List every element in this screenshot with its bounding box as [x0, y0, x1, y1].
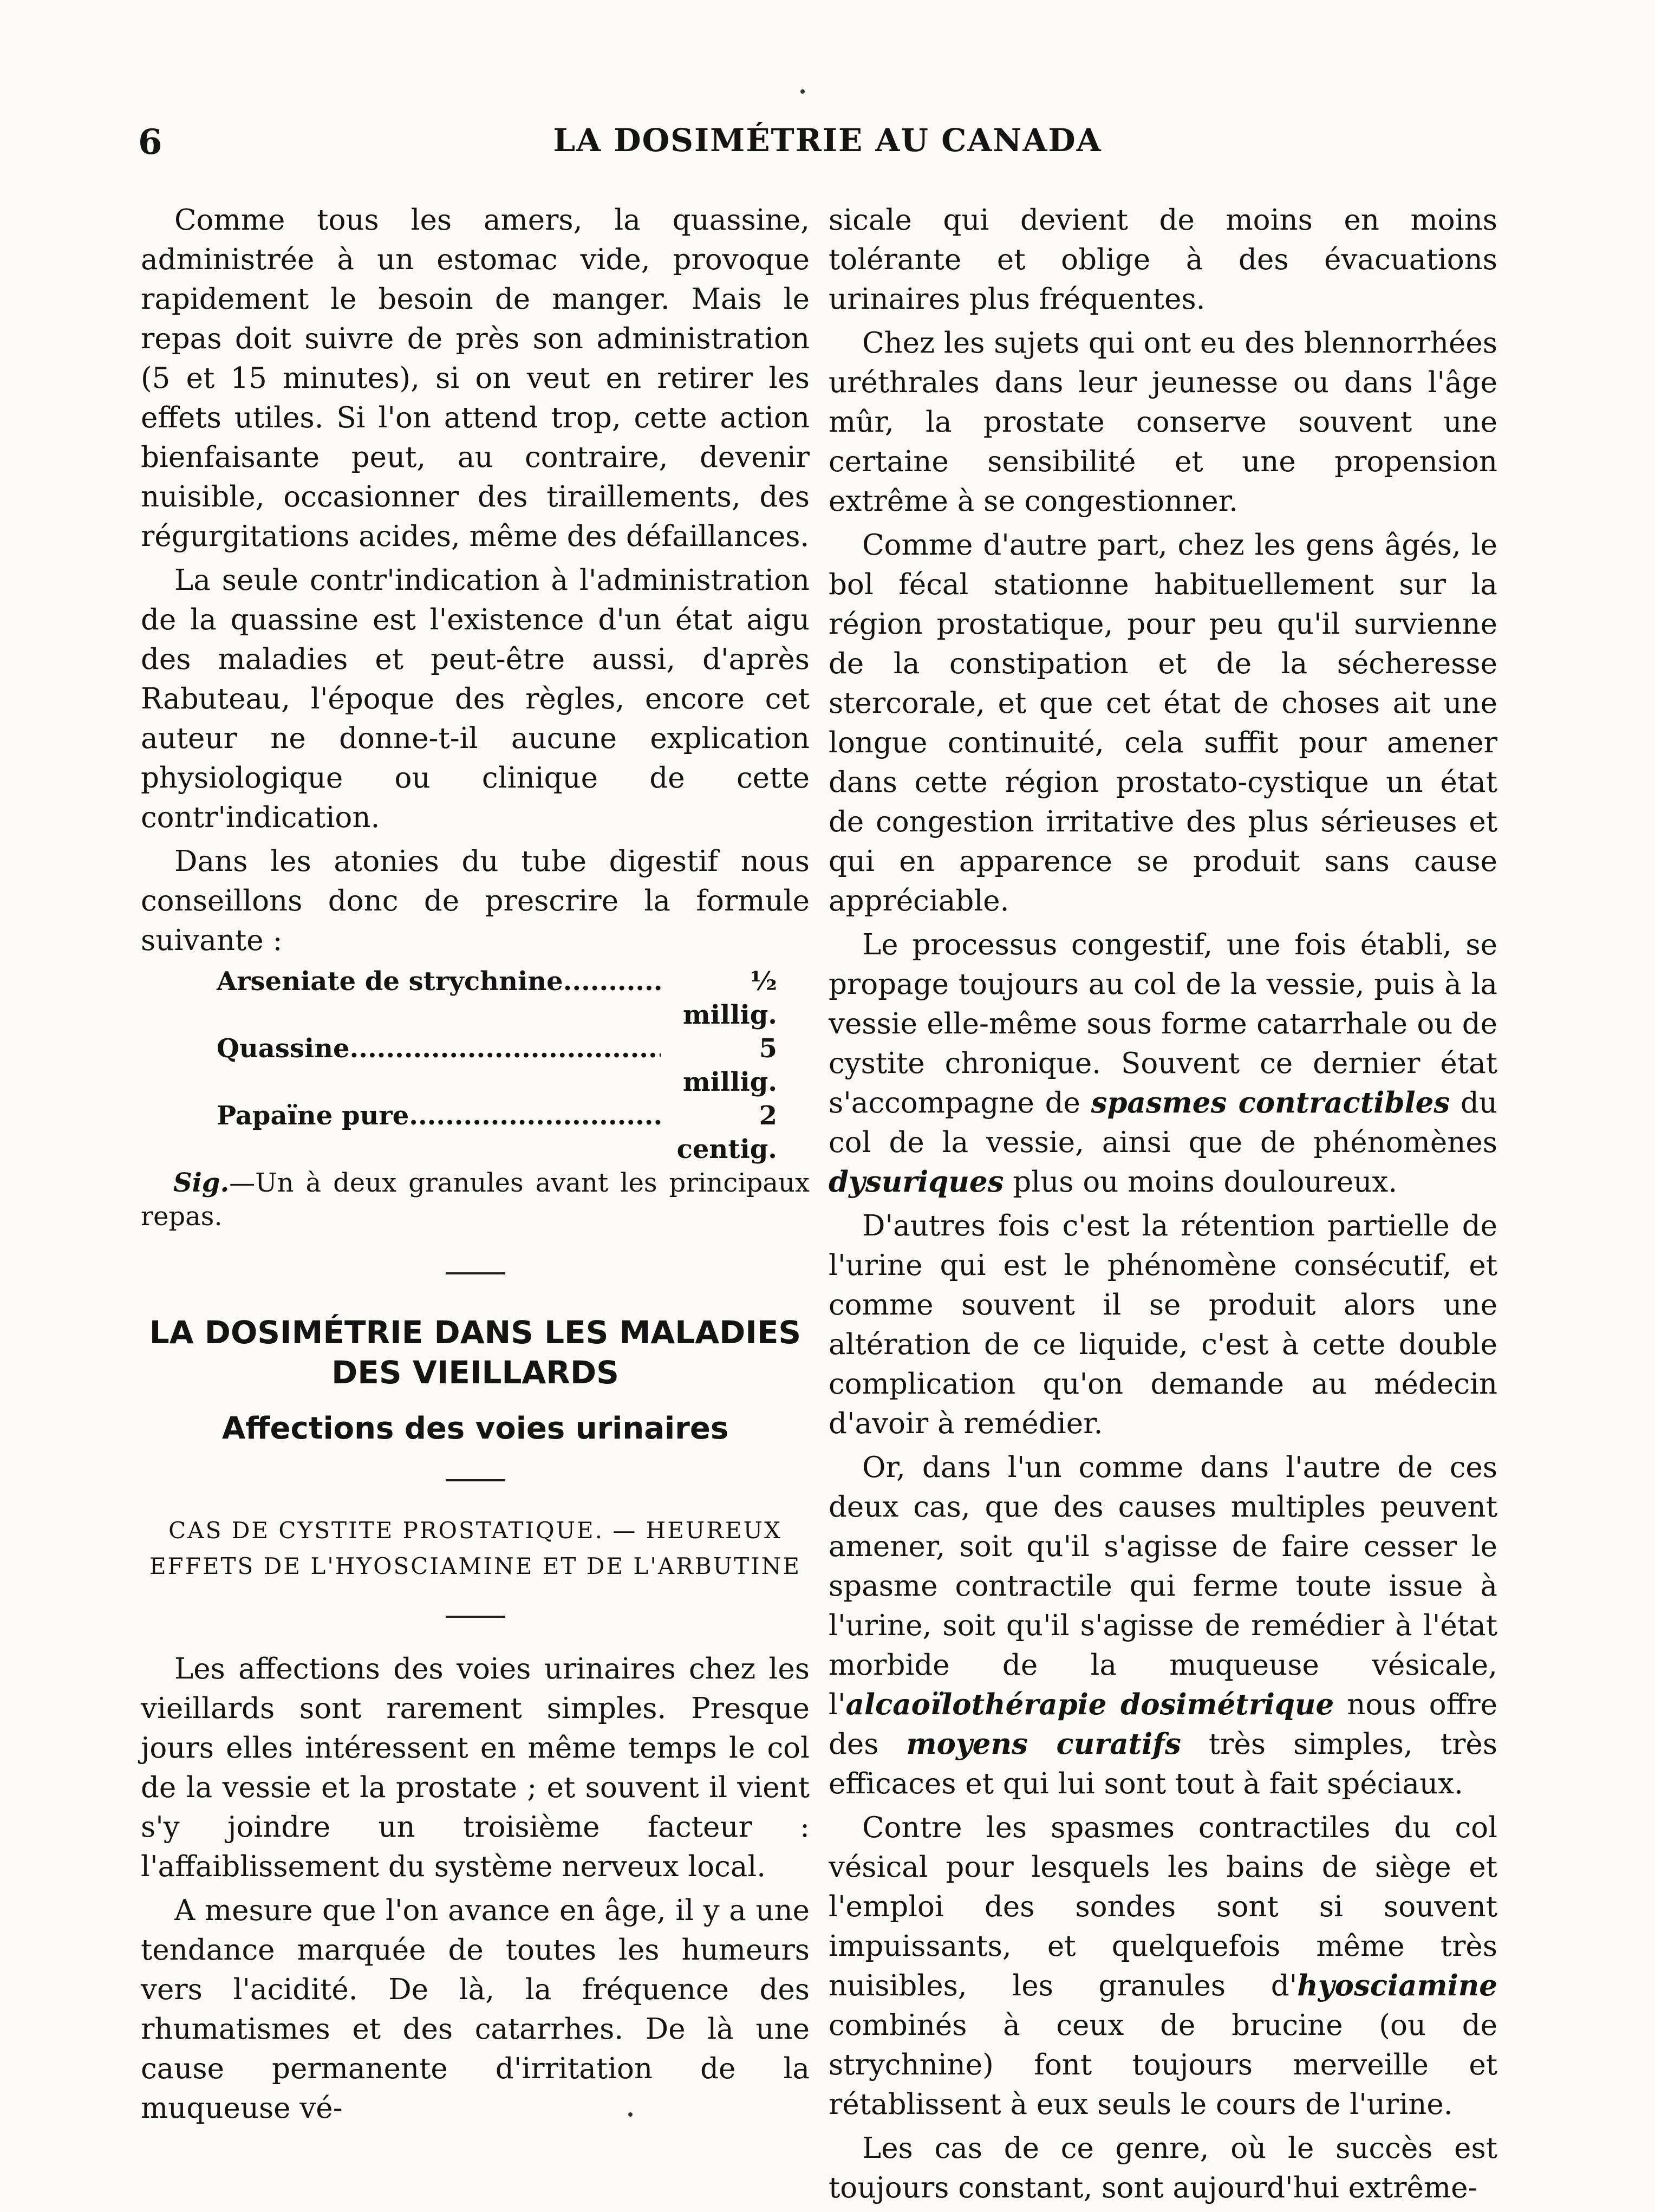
text-run: du col de la vessie, ainsi que de phénomènes: [829, 1087, 1497, 1159]
text-run: nous offre des: [829, 1688, 1498, 1761]
paragraph: La seule contr'indication à l'administration de la quassine est l'existence d'un état aigu des maladies et peut-être aussi, d'après Rabuteau, l'époque des règles, encore cet auteur ne donne-t-il aucune explication physiologique ou clinique de cette contr'indication.: [141, 564, 810, 834]
italic-term: hyosciamine: [1297, 1969, 1497, 2002]
case-title: CAS DE CYSTITE PROSTATIQUE. — HEUREUX EFFETS DE L'HYOSCIAMINE ET DE L'ARBUTINE: [149, 1517, 802, 1579]
section-rule: [446, 1616, 505, 1618]
italic-term: spasmes contractibles: [1091, 1086, 1450, 1120]
paragraph: Chez les sujets qui ont eu des blennorrhées uréthrales dans leur jeunesse ou dans l'âge mûr, la prostate conserve souvent une certaine sensibilité et une propension extrême à se congestionner.: [829, 327, 1497, 518]
text-run: Le processus congestif, une fois établi, se propage toujours au col de la vessie, puis à la vessie elle-même sous forme catarrhale ou de cystite chronique. Souvent ce dernier état s'accompagne de: [829, 928, 1497, 1120]
sig-label: Sig.: [173, 1168, 230, 1198]
text-run: plus ou moins douloureux.: [1004, 1166, 1398, 1199]
ingredient-name: Quassine: [217, 1033, 350, 1064]
ingredient-name: Arseniate de strychnine: [217, 966, 563, 997]
section-title: LA DOSIMÉTRIE DANS LES MALADIES DES VIEILLARDS: [149, 1314, 802, 1391]
paragraph: D'autres fois c'est la rétention partielle de l'urine qui est le phénomène consécutif, et comme souvent il se produit alors une altération de ce liquide, c'est à cette double complication qu'on demande au médecin d'avoir à remédier.: [829, 1209, 1497, 1440]
paragraph: A mesure que l'on avance en âge, il y a une tendance marquée de toutes les humeurs vers l'acidité. De là, la fréquence des rhumatismes et des catarrhes. De là une cause permanente d'irritation de la muqueuse vé-: [141, 1894, 810, 2125]
leader-dots: [409, 1099, 661, 1166]
paragraph: [829, 1808, 1497, 2124]
ingredient-name: Papaïne pure: [217, 1101, 409, 1131]
left-column: [141, 200, 810, 2132]
ingredient-dose: 5 millig.: [683, 1033, 777, 1097]
text-run: combinés à ceux de brucine (ou de strychnine) font toujours merveille et rétablissent à eux seuls le cours de l'urine.: [829, 2009, 1497, 2121]
ingredient-dose: 2 centig.: [676, 1101, 777, 1164]
section-subtitle: Affections des voies urinaires: [221, 1411, 729, 1446]
leader-dots: [563, 965, 661, 1032]
print-speck: [628, 2112, 633, 2117]
leader-dots: [350, 1032, 661, 1099]
paragraph: Comme d'autre part, chez les gens âgés, le bol fécal stationne habituellement sur la région prostatique, pour peu qu'il survienne de la constipation et de la sécheresse stercorale, et que cet état de choses ait une longue continuité, cela suffit pour amener dans cette région prostato-cystique un état de congestion irritative des plus sérieuses et qui en apparence se produit sans cause appréciable.: [829, 529, 1497, 918]
formula-line: [217, 1032, 810, 1099]
print-speck: [800, 89, 805, 94]
italic-term: dysuriques: [829, 1165, 1004, 1199]
running-title: LA DOSIMÉTRIE AU CANADA: [553, 122, 1102, 159]
section-rule: [446, 1272, 505, 1274]
text-run: très simples, très efficaces et qui lui sont tout à fait spéciaux.: [829, 1728, 1497, 1800]
page-number: 6: [138, 122, 162, 162]
text-run: Contre les spasmes contractiles du col vésical pour lesquels les bains de siège et l'emploi des sondes sont si souvent impuissants, et quelquefois même très nuisibles, les granules d': [829, 1811, 1497, 2002]
paragraph: sicale qui devient de moins en moins tolérante et oblige à des évacuations urinaires plus fréquentes.: [829, 204, 1497, 316]
signa-instruction: [141, 1166, 810, 1233]
formula-line: [217, 1099, 810, 1166]
paragraph: Dans les atonies du tube digestif nous conseillons donc de prescrire la formule suivante :: [141, 845, 810, 957]
sig-text: —Un à deux granules avant les principaux repas.: [141, 1168, 810, 1232]
paragraph: Les affections des voies urinaires chez les vieillards sont rarement simples. Presque jours elles intéressent en même temps le col de la vessie et la prostate ; et souvent il vient s'y joindre un troisième facteur : l'affaiblissement du système nerveux local.: [141, 1653, 810, 1883]
formula-line: [217, 965, 810, 1032]
italic-term: moyens curatifs: [906, 1727, 1181, 1761]
paragraph: Les cas de ce genre, où le succès est toujours constant, sont aujourd'hui extrême-: [829, 2132, 1497, 2204]
prescription-formula: [141, 965, 810, 1166]
page-header: [138, 122, 1517, 165]
right-column: [829, 200, 1497, 2212]
section-rule: [446, 1479, 505, 1481]
italic-term: alcaoïlothérapie dosimétrique: [845, 1688, 1334, 1721]
paragraph: [829, 1448, 1497, 1804]
ingredient-dose: ½ millig.: [683, 966, 777, 1030]
paragraph: Comme tous les amers, la quassine, administrée à un estomac vide, provoque rapidement le besoin de manger. Mais le repas doit suivre de près son administration (5 et 15 minutes), si on veut en retirer les effets utiles. Si l'on attend trop, cette action bienfaisante peut, au contraire, devenir nuisible, occasionner des tiraillements, des régurgitations acides, même des défaillances.: [141, 204, 810, 553]
text-run: Or, dans l'un comme dans l'autre de ces deux cas, que des causes multiples peuvent amener, soit qu'il s'agisse de faire cesser le spasme contractile qui ferme toute issue à l'urine, soit qu'il s'agisse de remédier à l'état morbide de la muqueuse vésicale, l': [829, 1451, 1497, 1721]
paragraph: [829, 925, 1497, 1202]
